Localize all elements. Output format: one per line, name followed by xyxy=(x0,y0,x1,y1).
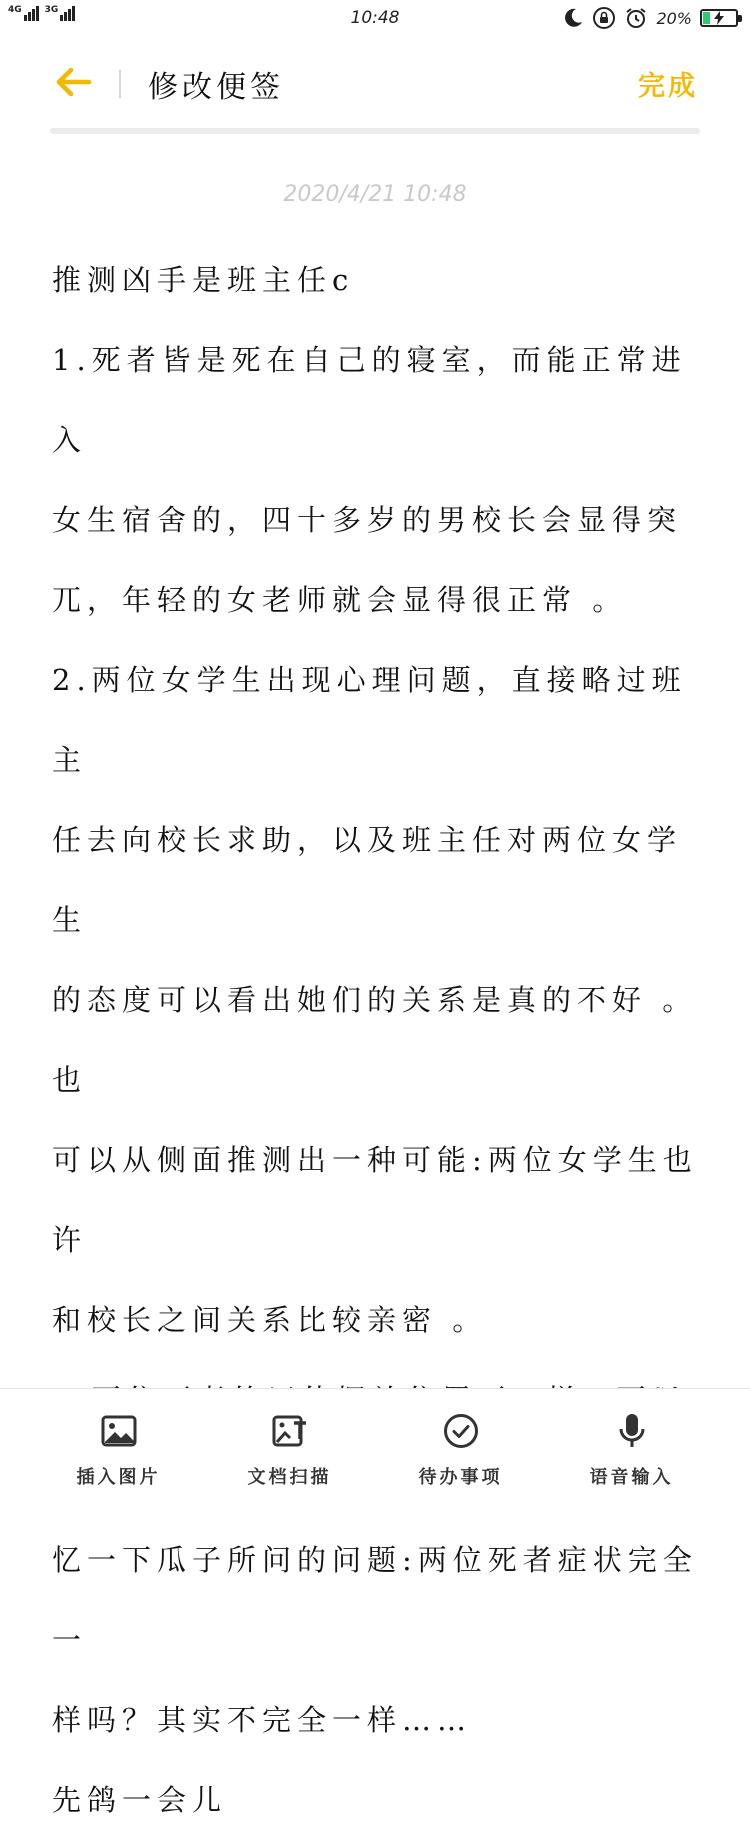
note-paragraph: 样吗？其实不完全一样…… xyxy=(52,1703,473,1737)
microphone-icon xyxy=(616,1413,648,1449)
status-time: 10:48 xyxy=(350,8,400,28)
alarm-icon xyxy=(624,6,648,30)
bottom-toolbar xyxy=(0,1388,750,1500)
moon-icon xyxy=(562,7,584,29)
toolbar-label: 插入图片 xyxy=(76,1467,161,1488)
page-title: 修改便签 xyxy=(148,70,284,105)
note-paragraph: 先鸽一会儿 xyxy=(52,1783,228,1817)
image-icon xyxy=(101,1415,137,1447)
header-divider xyxy=(119,70,121,98)
insert-image-button[interactable] xyxy=(25,1389,212,1501)
done-button[interactable]: 完成 xyxy=(638,71,698,102)
battery-percent: 20% xyxy=(656,8,692,28)
back-arrow-icon xyxy=(55,67,91,97)
network-4g-label: 4G xyxy=(8,5,22,15)
note-paragraph: 任去向校长求助，以及班主任对两位女学生 xyxy=(52,823,683,937)
todo-button[interactable] xyxy=(367,1389,554,1501)
document-scan-button[interactable] xyxy=(196,1389,383,1501)
toolbar-label: 文档扫描 xyxy=(247,1467,332,1488)
note-paragraph: 可以从侧面推测出一种可能:两位女学生也许 xyxy=(52,1143,698,1257)
network-3g-label: 3G xyxy=(44,5,59,15)
note-header xyxy=(0,50,750,116)
voice-input-button[interactable] xyxy=(538,1389,725,1501)
note-timestamp: 2020/4/21 10:48 xyxy=(283,182,467,207)
header-separator xyxy=(50,128,700,134)
back-button[interactable] xyxy=(50,62,96,102)
toolbar-label: 待办事项 xyxy=(418,1467,503,1488)
scan-icon xyxy=(272,1415,308,1447)
note-paragraph: 2.两位女学生出现心理问题，直接略过班主 xyxy=(52,663,687,777)
note-editor[interactable] xyxy=(52,240,702,1840)
status-icons xyxy=(562,6,738,30)
battery-icon xyxy=(700,9,738,27)
checkmark-icon xyxy=(443,1413,479,1449)
note-paragraph: 兀，年轻的女老师就会显得很正常 。 xyxy=(52,583,628,617)
rotation-lock-icon xyxy=(592,6,616,30)
note-paragraph: 和校长之间关系比较亲密 。 xyxy=(52,1303,488,1337)
note-paragraph: 推测凶手是班主任c xyxy=(52,263,355,297)
note-paragraph: 的态度可以看出她们的关系是真的不好 。也 xyxy=(52,983,698,1097)
toolbar-label: 语音输入 xyxy=(589,1467,674,1488)
note-paragraph: 1.死者皆是死在自己的寝室，而能正常进入 xyxy=(52,343,687,457)
status-bar xyxy=(0,0,750,36)
note-paragraph: 女生宿舍的，四十多岁的男校长会显得突 xyxy=(52,503,683,537)
note-paragraph: 忆一下瓜子所问的问题:两位死者症状完全一 xyxy=(52,1543,698,1657)
